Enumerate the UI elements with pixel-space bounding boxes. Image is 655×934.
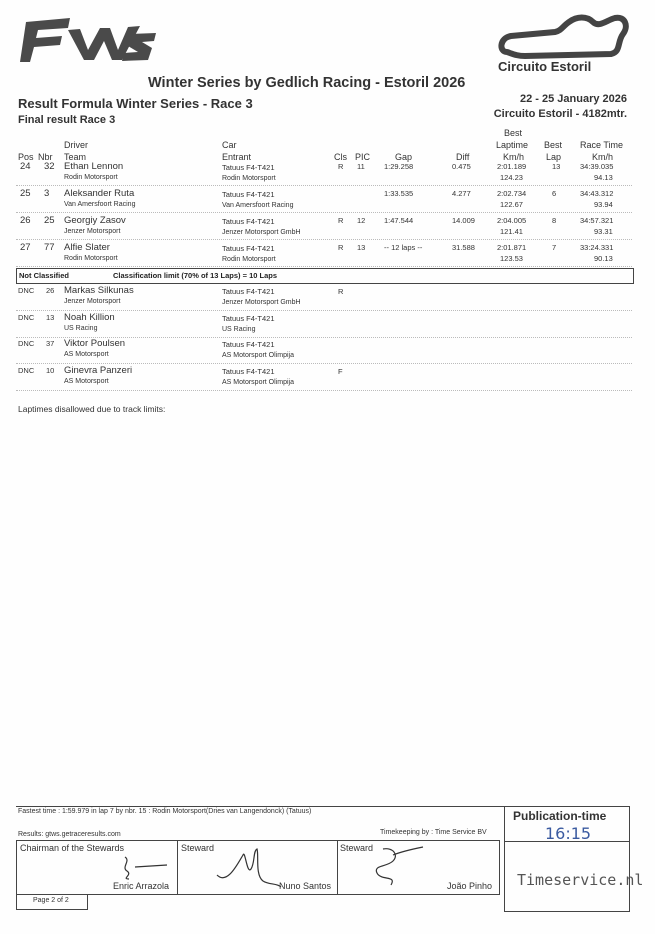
timeservice-logo: Timeservice.nl bbox=[517, 871, 644, 889]
diff-cell: 31.588 bbox=[452, 243, 475, 252]
best-laptime: 2:04.005 bbox=[497, 216, 527, 225]
steward1-signature bbox=[207, 845, 287, 891]
pos-cell: DNC bbox=[18, 366, 35, 375]
row-separator bbox=[16, 363, 632, 364]
driver-name: Ethan Lennon bbox=[64, 161, 124, 172]
pos-cell: 27 bbox=[20, 242, 31, 253]
col-team: Team bbox=[64, 152, 87, 162]
best-lap: 6 bbox=[552, 189, 557, 198]
best-lap: 8 bbox=[552, 216, 557, 225]
race-speed: 93.31 bbox=[594, 227, 613, 236]
nbr-cell: 37 bbox=[46, 339, 55, 348]
pic-cell: 13 bbox=[357, 243, 366, 252]
not-classified-label: Not Classified bbox=[19, 271, 70, 280]
diff-cell: 14.009 bbox=[452, 216, 475, 225]
car-name: Tatuus F4-T421 bbox=[222, 367, 275, 376]
car-name: Tatuus F4-T421 bbox=[222, 287, 275, 296]
best-lap: 13 bbox=[552, 162, 561, 171]
nbr-cell: 25 bbox=[44, 215, 55, 226]
best-speed: 124.23 bbox=[500, 173, 523, 182]
chairman-signature bbox=[117, 853, 172, 883]
team-name: US Racing bbox=[64, 325, 98, 332]
entrant-name: Jenzer Motorsport GmbH bbox=[222, 229, 301, 236]
footer-top-rule bbox=[16, 806, 504, 807]
pos-cell: 24 bbox=[20, 161, 31, 172]
row-separator bbox=[16, 310, 632, 311]
stewards-divider-1 bbox=[177, 841, 178, 894]
steward1-name: Nuno Santos bbox=[279, 881, 332, 891]
track-limits-note: Laptimes disallowed due to track limits: bbox=[18, 404, 166, 414]
team-name: Jenzer Motorsport bbox=[64, 298, 121, 305]
team-name: AS Motorsport bbox=[64, 378, 109, 385]
pos-cell: DNC bbox=[18, 339, 35, 348]
entrant-name: Van Amersfoort Racing bbox=[222, 202, 294, 209]
stewards-divider-2 bbox=[337, 841, 338, 894]
best-speed: 123.53 bbox=[500, 254, 523, 263]
entrant-name: Rodin Motorsport bbox=[222, 175, 276, 182]
best-laptime: 2:01.189 bbox=[497, 162, 527, 171]
team-name: Rodin Motorsport bbox=[64, 255, 118, 262]
nbr-cell: 10 bbox=[46, 366, 55, 375]
fws-logo bbox=[18, 14, 158, 66]
best-laptime: 2:02.734 bbox=[497, 189, 527, 198]
entrant-name: US Racing bbox=[222, 326, 256, 333]
entrant-name: Rodin Motorsport bbox=[222, 256, 276, 263]
car-name: Tatuus F4-T421 bbox=[222, 314, 275, 323]
nbr-cell: 26 bbox=[46, 286, 55, 295]
publication-box bbox=[504, 806, 644, 912]
page-box bbox=[16, 894, 88, 910]
col-cls: Cls bbox=[334, 152, 347, 162]
race-speed: 94.13 bbox=[594, 173, 613, 182]
race-time: 34:43.312 bbox=[580, 189, 614, 198]
team-name: Rodin Motorsport bbox=[64, 174, 118, 181]
chairman-label: Chairman of the Stewards bbox=[20, 843, 125, 853]
best-laptime: 2:01.871 bbox=[497, 243, 527, 252]
publication-time: 16:15 bbox=[545, 824, 592, 843]
row-separator bbox=[16, 185, 632, 186]
col-best-lap-1: Best bbox=[544, 140, 563, 150]
col-driver: Driver bbox=[64, 140, 88, 150]
race-time: 34:57.321 bbox=[580, 216, 614, 225]
col-car: Car bbox=[222, 140, 237, 150]
entrant-name: AS Motorsport Olimpija bbox=[222, 352, 294, 359]
row-separator bbox=[16, 266, 632, 267]
driver-name: Noah Killion bbox=[64, 312, 115, 323]
best-speed: 122.67 bbox=[500, 200, 523, 209]
page-number: Page 2 of 2 bbox=[33, 897, 69, 904]
nbr-cell: 32 bbox=[44, 161, 55, 172]
results-url: Results: gtws.getraceresults.com bbox=[18, 831, 121, 838]
result-title: Result Formula Winter Series - Race 3 bbox=[18, 96, 253, 111]
diff-cell: 4.277 bbox=[452, 189, 471, 198]
col-race-time: Race Time bbox=[580, 140, 624, 150]
row-separator bbox=[16, 390, 632, 391]
col-diff: Diff bbox=[456, 152, 470, 162]
cls-cell: R bbox=[338, 216, 344, 225]
gap-cell: 1:47.544 bbox=[384, 216, 414, 225]
nbr-cell: 77 bbox=[44, 242, 55, 253]
driver-name: Viktor Poulsen bbox=[64, 338, 126, 349]
car-name: Tatuus F4-T421 bbox=[222, 244, 275, 253]
pos-cell: 25 bbox=[20, 188, 31, 199]
cls-cell: R bbox=[338, 243, 344, 252]
driver-name: Markas Silkunas bbox=[64, 285, 134, 296]
row-separator bbox=[16, 239, 632, 240]
pic-cell: 11 bbox=[357, 162, 365, 171]
team-name: Van Amersfoort Racing bbox=[64, 201, 136, 208]
col-pic: PIC bbox=[355, 152, 371, 162]
best-speed: 121.41 bbox=[500, 227, 523, 236]
driver-name: Ginevra Panzeri bbox=[64, 365, 133, 376]
car-name: Tatuus F4-T421 bbox=[222, 217, 275, 226]
driver-name: Georgiy Zasov bbox=[64, 215, 126, 226]
gap-cell: 1:33.535 bbox=[384, 189, 414, 198]
driver-name: Alfie Slater bbox=[64, 242, 110, 253]
col-entrant: Entrant bbox=[222, 152, 252, 162]
circuit-info: Circuito Estoril - 4182mtr. bbox=[493, 108, 627, 120]
cls-cell: R bbox=[338, 287, 344, 296]
car-name: Tatuus F4-T421 bbox=[222, 340, 275, 349]
best-lap: 7 bbox=[552, 243, 557, 252]
col-pos: Pos bbox=[18, 152, 34, 162]
publication-divider bbox=[505, 841, 629, 842]
circuit-logo-text: Circuito Estoril bbox=[498, 59, 592, 74]
col-gap: Gap bbox=[395, 152, 413, 162]
not-classified-bar bbox=[16, 268, 634, 284]
event-title: Winter Series by Gedlich Racing - Estoril 2026 bbox=[148, 75, 466, 91]
car-name: Tatuus F4-T421 bbox=[222, 163, 275, 172]
driver-name: Aleksander Ruta bbox=[64, 188, 135, 199]
col-best-kmh: Km/h bbox=[503, 152, 525, 162]
entrant-name: AS Motorsport Olimpija bbox=[222, 379, 294, 386]
nbr-cell: 3 bbox=[44, 188, 50, 199]
pic-cell: 12 bbox=[357, 216, 366, 225]
pos-cell: 26 bbox=[20, 215, 31, 226]
steward2-signature bbox=[353, 845, 433, 891]
nbr-cell: 13 bbox=[46, 313, 55, 322]
team-name: Jenzer Motorsport bbox=[64, 228, 121, 235]
cls-cell: R bbox=[338, 162, 344, 171]
steward2-name: João Pinho bbox=[447, 881, 493, 891]
race-speed: 90.13 bbox=[594, 254, 613, 263]
chairman-name: Enric Arrazola bbox=[113, 881, 170, 891]
diff-cell: 0.475 bbox=[452, 162, 471, 171]
stewards-box bbox=[16, 840, 500, 895]
row-separator bbox=[16, 212, 632, 213]
publication-time-label: Publication-time bbox=[513, 809, 607, 823]
race-time: 34:39.035 bbox=[580, 162, 614, 171]
pos-cell: DNC bbox=[18, 313, 35, 322]
event-dates: 22 - 25 January 2026 bbox=[519, 93, 627, 105]
col-best-lap-2: Lap bbox=[546, 152, 562, 162]
entrant-name: Jenzer Motorsport GmbH bbox=[222, 299, 301, 306]
timekeeping: Timekeeping by : Time Service BV bbox=[380, 829, 487, 836]
race-time: 33:24.331 bbox=[580, 243, 614, 252]
cls-cell: F bbox=[338, 367, 343, 376]
col-best-laptime: Laptime bbox=[496, 140, 529, 150]
car-name: Tatuus F4-T421 bbox=[222, 190, 275, 199]
final-result-title: Final result Race 3 bbox=[18, 114, 116, 126]
col-race-kmh: Km/h bbox=[592, 152, 614, 162]
gap-cell: -- 12 laps -- bbox=[384, 243, 423, 252]
steward1-label: Steward bbox=[181, 843, 215, 853]
team-name: AS Motorsport bbox=[64, 351, 109, 358]
fastest-time: Fastest time : 1:59.979 in lap 7 by nbr. 15 : Rodin Motorsport(Dries van Langendonck) (Tatuus) bbox=[18, 808, 312, 815]
col-nbr: Nbr bbox=[38, 152, 53, 162]
steward2-label: Steward bbox=[340, 843, 374, 853]
race-speed: 93.94 bbox=[594, 200, 613, 209]
classification-limit: Classification limit (70% of 13 Laps) = 10 Laps bbox=[113, 271, 278, 280]
col-best-1: Best bbox=[504, 128, 523, 138]
gap-cell: 1:29.258 bbox=[384, 162, 414, 171]
pos-cell: DNC bbox=[18, 286, 35, 295]
